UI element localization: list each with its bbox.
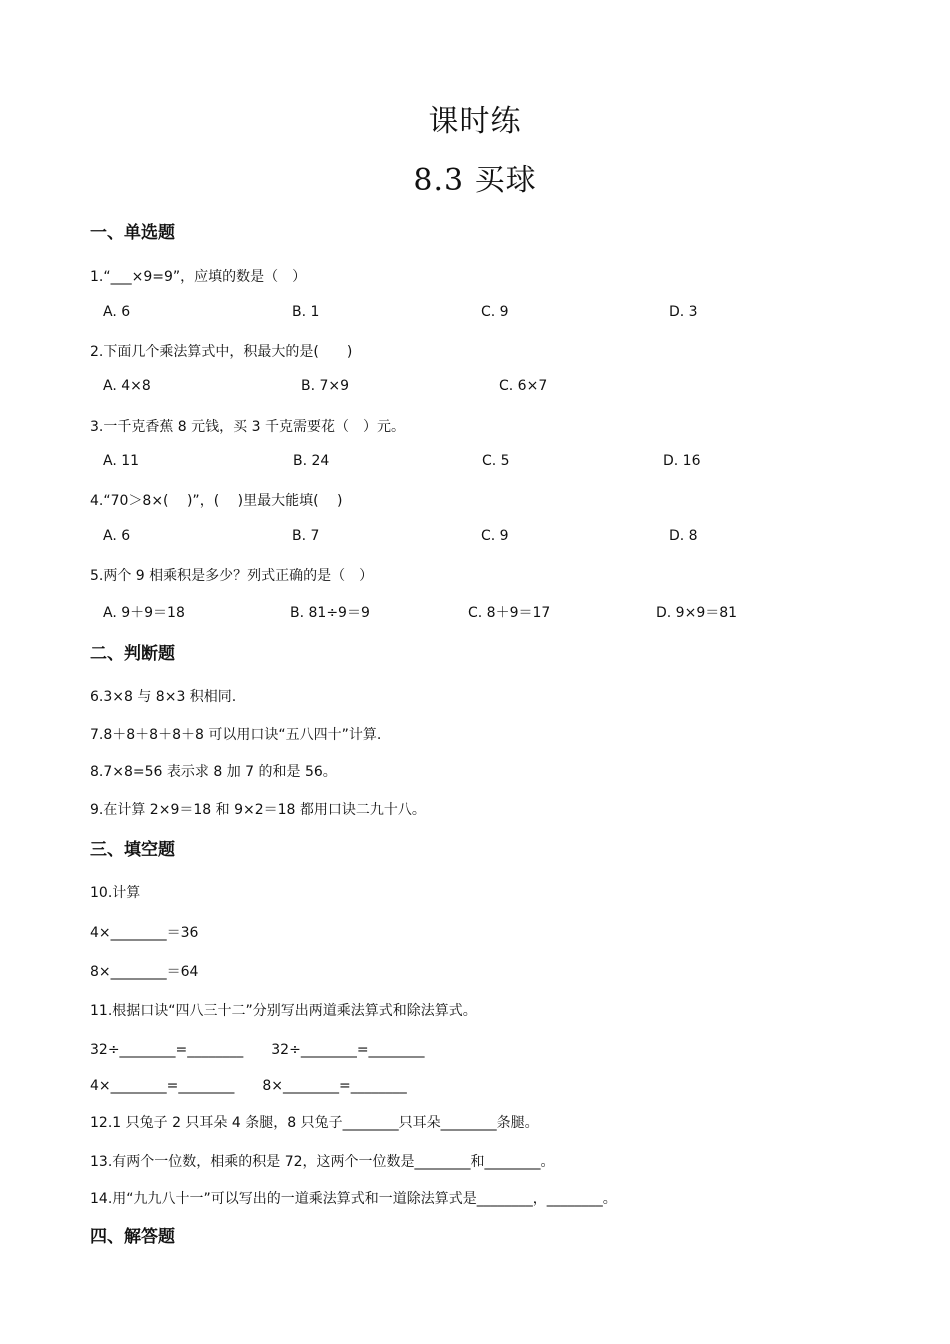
q3-option-d: D. 16 [663,453,701,469]
q2-option-c: C. 6×7 [499,378,548,394]
section-heading-fill-blank: 三、填空题 [90,840,175,860]
q5-option-d: D. 9×9＝81 [656,605,738,621]
question-1: 1.“___×9=9”，应填的数是（ ） [90,269,307,285]
question-7: 7.8＋8＋8＋8＋8 可以用口诀“五八四十”计算. [90,727,382,743]
q3-option-a: A. 11 [103,453,140,469]
q5-option-a: A. 9＋9＝18 [103,605,185,621]
q4-option-a: A. 6 [103,528,131,544]
q3-option-c: C. 5 [482,453,510,469]
section-heading-true-false: 二、判断题 [90,644,175,664]
q2-option-b: B. 7×9 [301,378,350,394]
q11-line-2: 4×________=________ 8×________=________ [90,1078,407,1094]
section-heading-single-choice: 一、单选题 [90,223,175,243]
question-13: 13.有两个一位数，相乘的积是 72，这两个一位数是________和________。 [90,1154,555,1170]
lesson-subtitle: 8.3 买球 [413,163,537,198]
q10-line-1: 4×________＝36 [90,925,199,941]
question-9: 9.在计算 2×9＝18 和 9×2＝18 都用口诀二九十八。 [90,802,426,818]
question-10: 10.计算 [90,885,141,901]
page-title: 课时练 [428,104,522,139]
section-heading-problems: 四、解答题 [90,1227,175,1247]
q2-option-a: A. 4×8 [103,378,151,394]
q1-option-d: D. 3 [669,304,698,320]
question-3: 3.一千克香蕉 8 元钱，买 3 千克需要花（ ）元。 [90,419,405,435]
q10-line-2: 8×________＝64 [90,964,199,980]
q11-line-1: 32÷________=________ 32÷________=________ [90,1042,425,1058]
q4-option-b: B. 7 [292,528,320,544]
q5-option-b: B. 81÷9＝9 [290,605,370,621]
q4-option-d: D. 8 [669,528,698,544]
q5-option-c: C. 8＋9＝17 [468,605,551,621]
q1-option-b: B. 1 [292,304,320,320]
q3-option-b: B. 24 [293,453,330,469]
question-5: 5.两个 9 相乘积是多少？列式正确的是（ ） [90,568,374,584]
question-11: 11.根据口诀“四八三十二”分别写出两道乘法算式和除法算式。 [90,1003,477,1019]
question-14: 14.用“九九八十一”可以写出的一道乘法算式和一道除法算式是________，________。 [90,1191,617,1207]
question-12: 12.1 只兔子 2 只耳朵 4 条腿，8 只兔子________只耳朵________条腿。 [90,1115,539,1131]
question-8: 8.7×8=56 表示求 8 加 7 的和是 56。 [90,764,337,780]
question-6: 6.3×8 与 8×3 积相同. [90,689,237,705]
q1-option-c: C. 9 [481,304,509,320]
q1-option-a: A. 6 [103,304,131,320]
q4-option-c: C. 9 [481,528,509,544]
question-2: 2.下面几个乘法算式中，积最大的是( ) [90,344,353,360]
question-4: 4.“70＞8×( )”，( )里最大能填( ) [90,493,343,509]
